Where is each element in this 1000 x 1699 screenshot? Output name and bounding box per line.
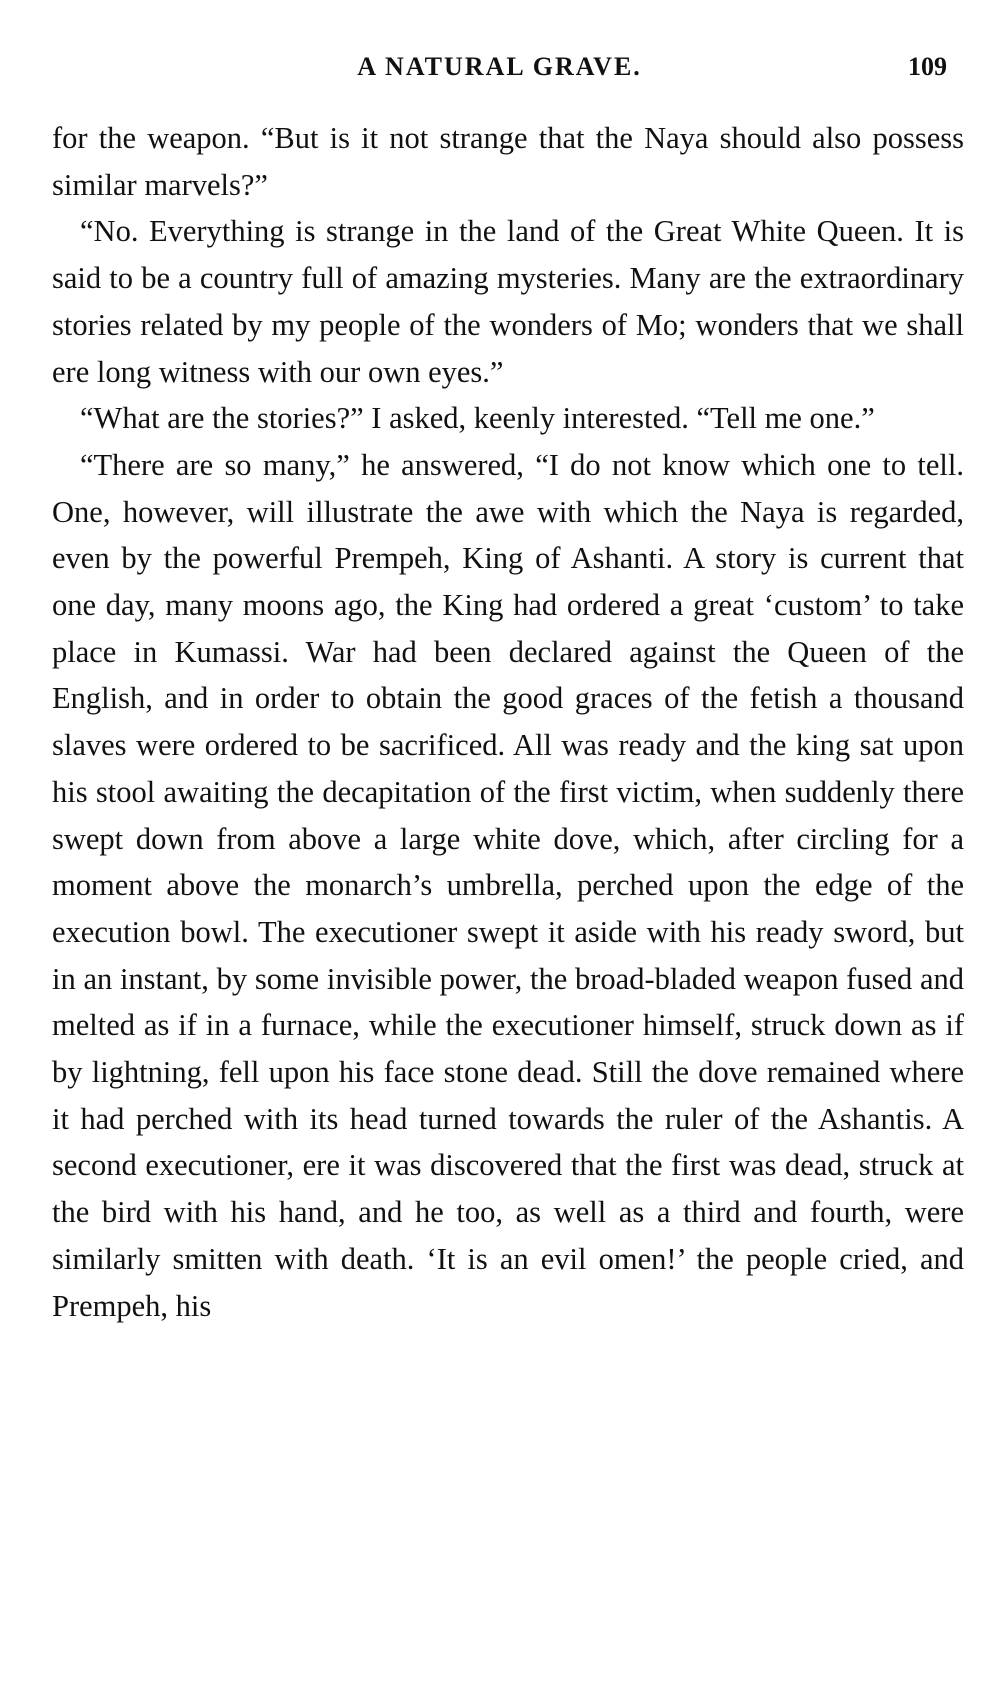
paragraph: for the weapon. “But is it not strange that the Naya should also possess similar marvels?” xyxy=(52,121,964,202)
paragraph: “What are the stories?” I asked, keenly interested. “Tell me one.” xyxy=(80,401,875,436)
running-title: A NATURAL GRAVE. xyxy=(357,52,642,81)
paragraph: “There are so many,” he answered, “I do not know which one to tell. One, however, will illustrate the awe with which the Naya is regarded, even by the powerful Prempeh, King of Ashanti. A story is current that one day, many moons ago, the King had ordered a great ‘custom’ to take place in Kumassi. War had been declared against the Queen of the English, and in order to obtain the good graces of the fetish a thousand slaves were ordered to be sacrificed. All was ready and the king sat upon his stool awaiting the decapitation of the first victim, when suddenly there swept down from above a large white dove, which, after circling for a moment above the monarch’s umbrella, perched upon the edge of the execution bowl. The executioner swept it aside with his ready sword, but in an instant, by some invisible power, the broad-bladed weapon fused and melted as if in a furnace, while the executioner himself, struck down as if by lightning, fell upon his face stone dead. Still the dove remained where it had perched with its head turned towards the ruler of the Ashantis. A second executioner, ere it was discovered that the first was dead, struck at the bird with his hand, and he too, as well as a third and fourth, were similarly smitten with death. ‘It is an evil omen!’ the people cried, and Prempeh, his xyxy=(52,447,964,1323)
page-header xyxy=(52,52,947,92)
page-number: 109 xyxy=(908,52,947,81)
body-text xyxy=(52,115,964,1329)
paragraph: “No. Everything is strange in the land of the Great White Queen. It is said to be a country full of amazing mysteries. Many are the extraordinary stories related by my people of the wonders of Mo; wonders that we shall ere long witness with our own eyes.” xyxy=(52,214,964,389)
